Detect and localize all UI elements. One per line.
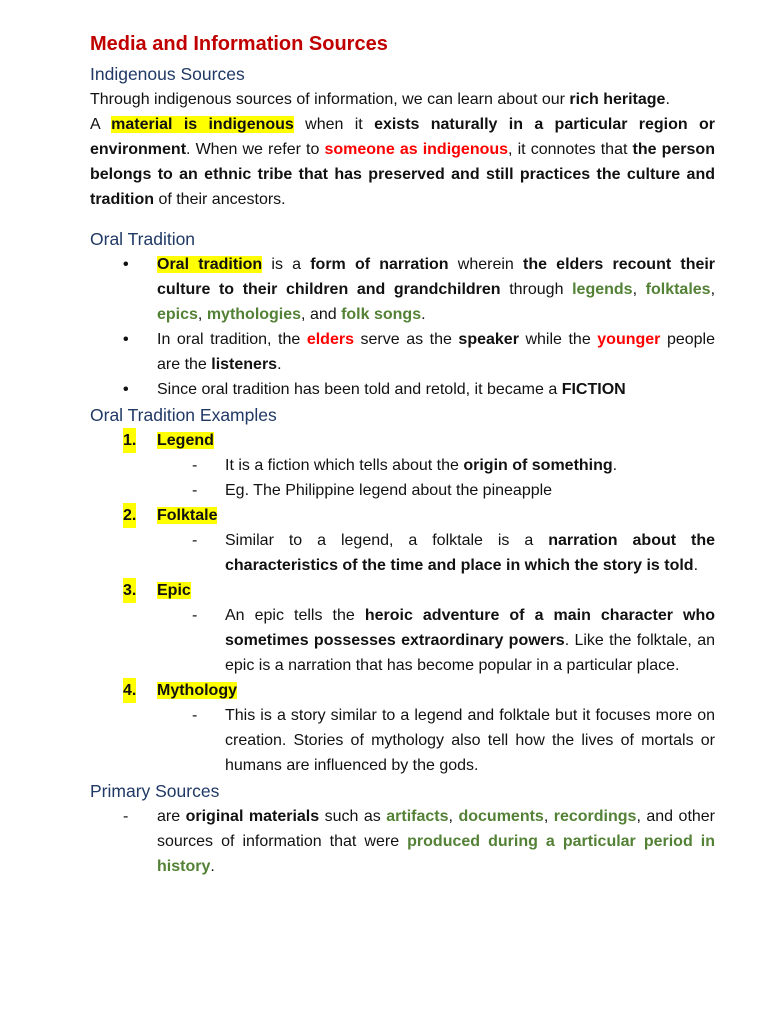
list-item: - An epic tells the heroic adventure of a main character who sometimes possesses extraordinary powers. Like the folktale, an epic is a narration that has become popular in a particular place. (90, 603, 715, 678)
example-mythology: 4. Mythology (90, 678, 715, 703)
example-legend: 1. Legend (90, 428, 715, 453)
heading-primary-sources: Primary Sources (90, 781, 220, 801)
list-item: - Similar to a legend, a folktale is a narration about the characteristics of the time and place in which the story is told. (90, 528, 715, 578)
bullet-icon: • (123, 256, 129, 273)
bullet-icon: • (123, 381, 129, 398)
dash-icon: - (123, 808, 129, 825)
page-title: Media and Information Sources (90, 33, 388, 55)
dash-icon: - (192, 482, 198, 499)
bullet-icon: • (123, 331, 129, 348)
dash-icon: - (192, 532, 198, 549)
list-item: • In oral tradition, the elders serve as the speaker while the younger people are the listeners. (90, 327, 715, 377)
example-epic: 3. Epic (90, 578, 715, 603)
list-item: - Eg. The Philippine legend about the pineapple (90, 478, 715, 503)
paragraph-indigenous-definition: A material is indigenous when it exists naturally in a particular region or environment. When we refer to someone as indigenous, it connotes that the person belongs to an ethnic tribe that has preserved and still practices the culture and tradition of their ancestors. (90, 116, 716, 208)
example-folktale: 2. Folktale (90, 503, 715, 528)
list-item: - It is a fiction which tells about the origin of something. (90, 453, 715, 478)
document-page (90, 30, 715, 879)
dash-icon: - (192, 607, 198, 624)
heading-indigenous-sources: Indigenous Sources (90, 64, 245, 84)
dash-icon: - (192, 707, 198, 724)
dash-icon: - (192, 457, 198, 474)
list-item: • Oral tradition is a form of narration wherein the elders recount their culture to their children and grandchildren through legends, folktales, epics, mythologies, and folk songs. (90, 252, 715, 327)
heading-oral-tradition: Oral Tradition (90, 229, 196, 249)
heading-oral-tradition-examples: Oral Tradition Examples (90, 405, 277, 425)
paragraph-indigenous-intro: Through indigenous sources of information, we can learn about our rich heritage. (90, 91, 670, 108)
list-item: - This is a story similar to a legend and folktale but it focuses more on creation. Stories of mythology also tell how the lives of mortals or humans are influenced by the gods. (90, 703, 715, 778)
list-item: • Since oral tradition has been told and retold, it became a FICTION (90, 377, 715, 402)
list-item: - are original materials such as artifacts, documents, recordings, and other sources of information that were produced during a particular period in history. (90, 804, 715, 879)
oral-tradition-list (90, 252, 715, 402)
